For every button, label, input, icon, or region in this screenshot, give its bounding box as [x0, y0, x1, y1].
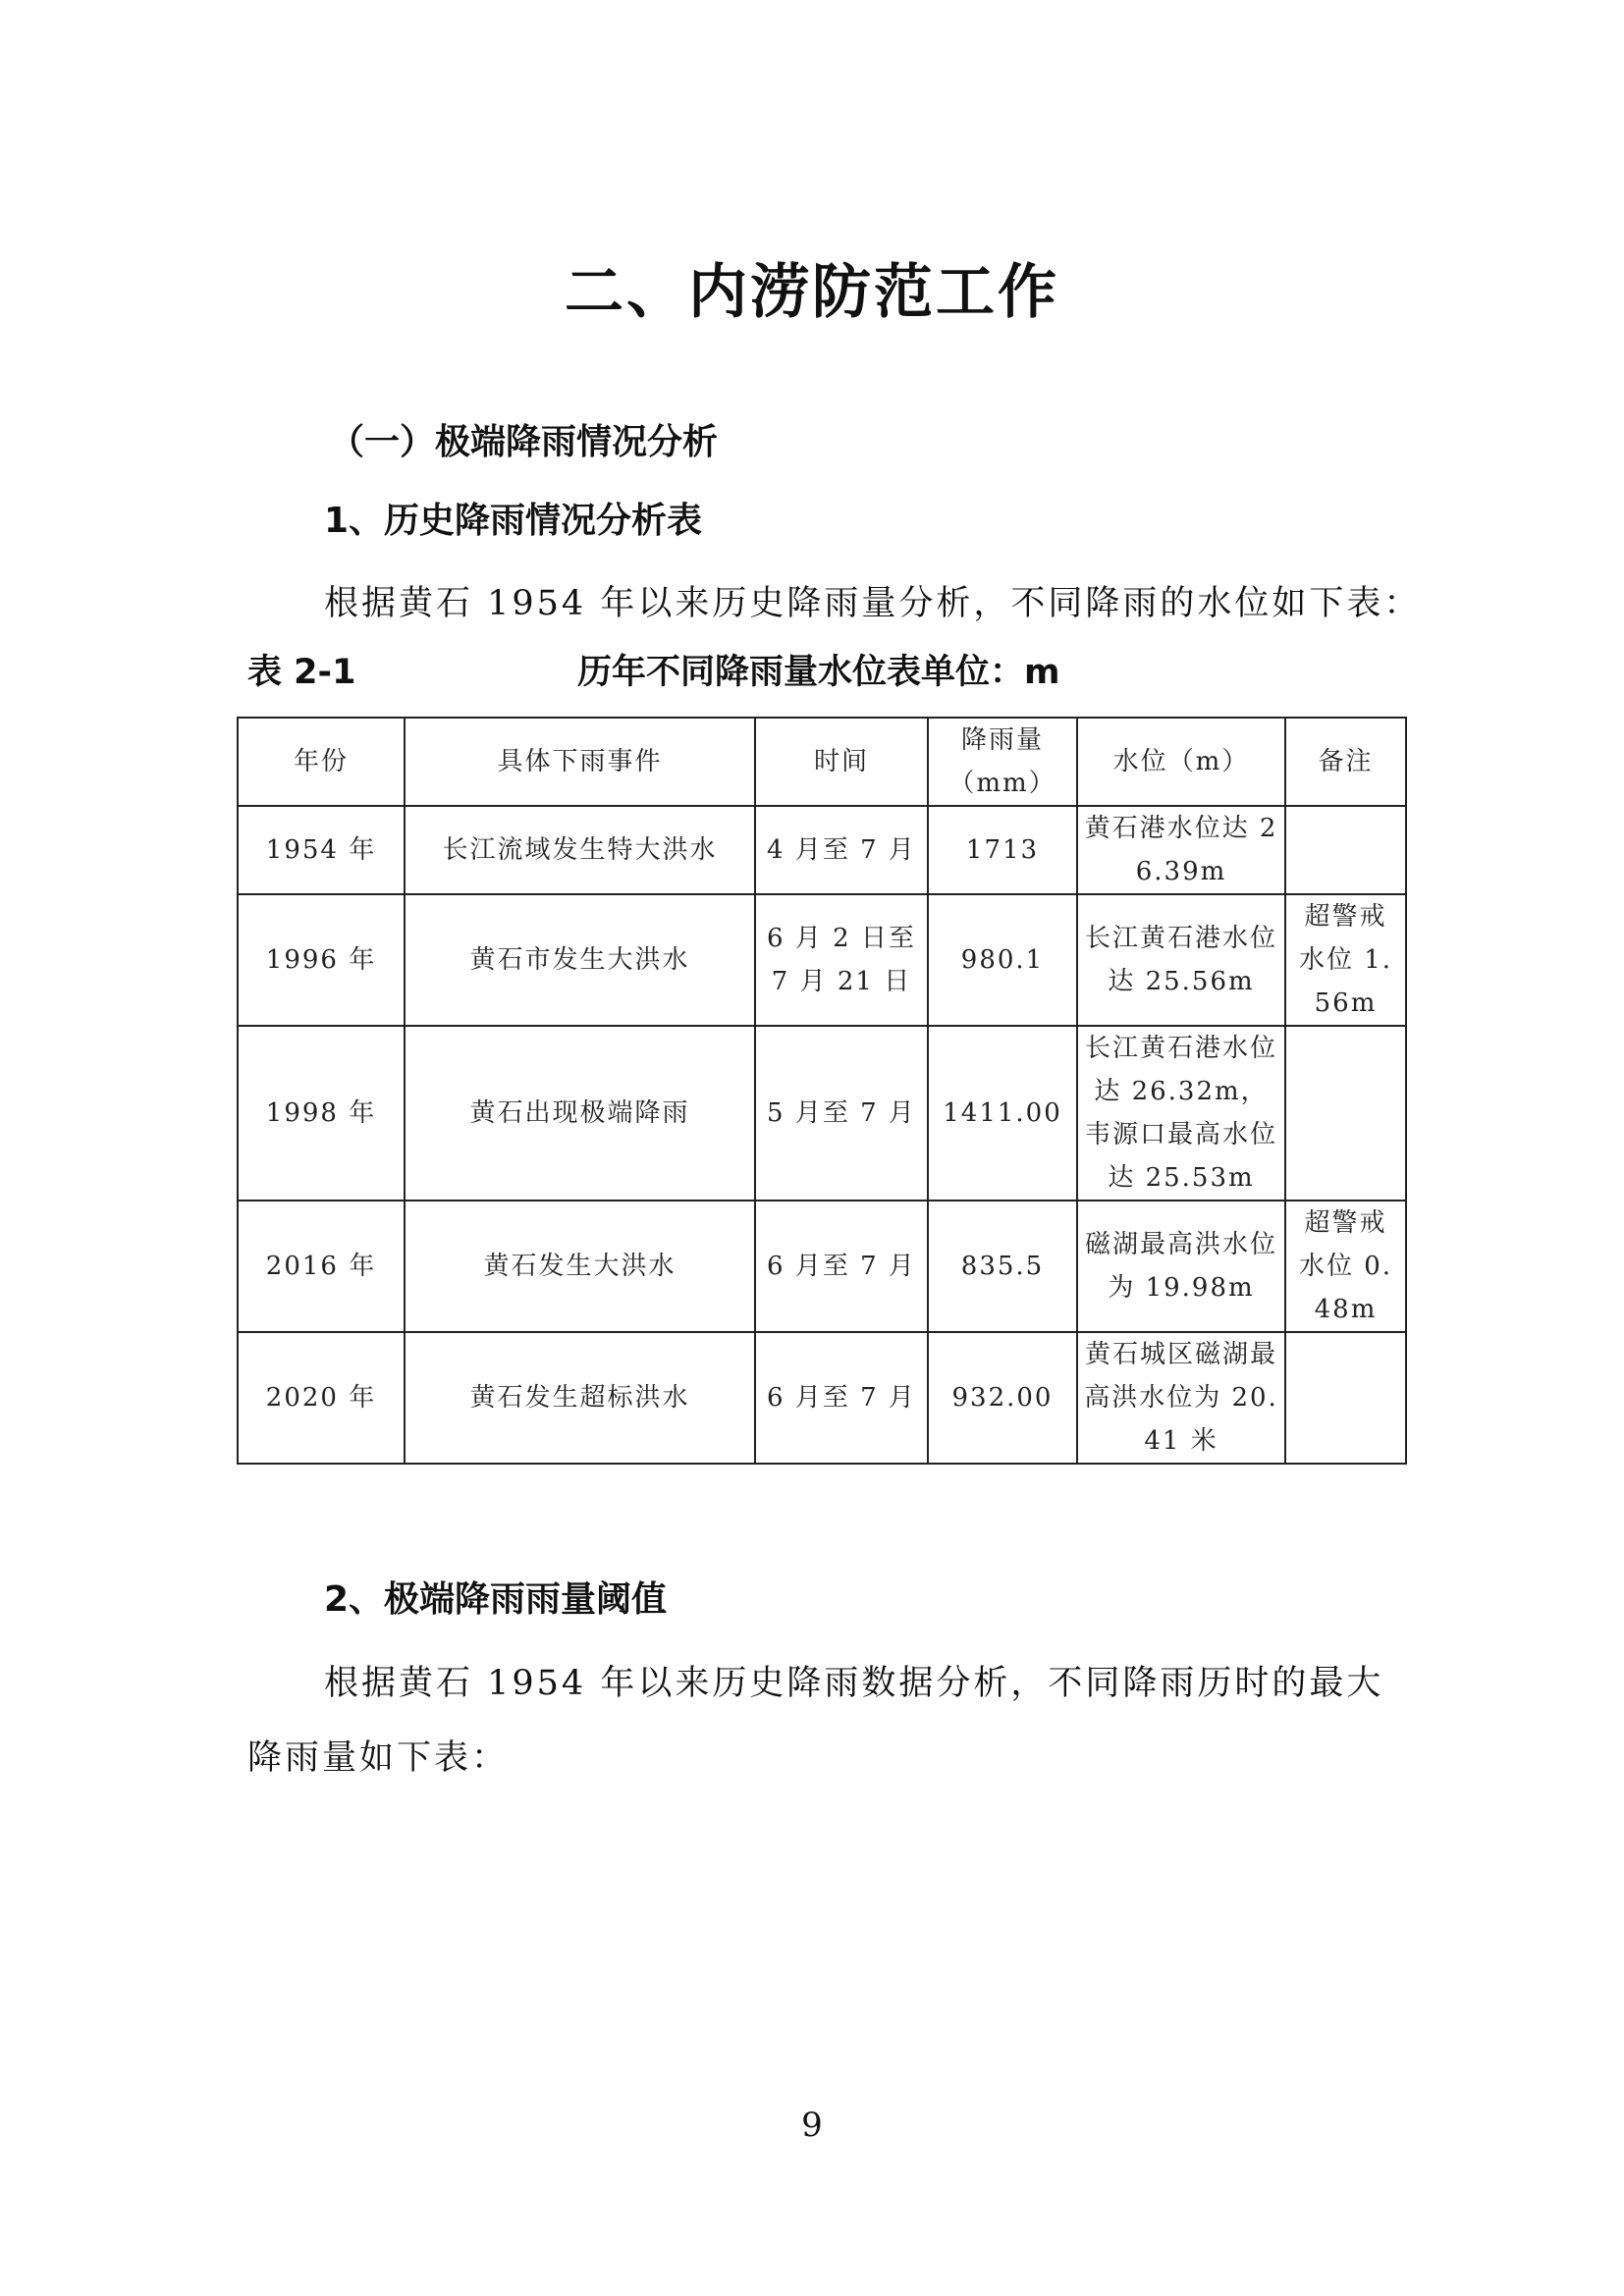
page-title: 二、内涝防范工作 — [565, 258, 1059, 327]
cell-time: 6 月至 7 月 — [755, 1201, 928, 1332]
intro-paragraph: 根据黄石 1954 年以来历史降雨量分析，不同降雨的水位如下表： — [324, 584, 1422, 623]
header-rainfall: 降雨量（mm） — [928, 718, 1077, 806]
header-event: 具体下雨事件 — [405, 718, 755, 806]
cell-rainfall: 932.00 — [928, 1332, 1077, 1464]
cell-water-level: 磁湖最高洪水位为 19.98m — [1077, 1201, 1285, 1332]
cell-water-level: 长江黄石港水位达 26.32m，韦源口最高水位达 25.53m — [1077, 1026, 1285, 1201]
cell-water-level: 黄石港水位达 26.39m — [1077, 806, 1285, 894]
cell-time: 5 月至 7 月 — [755, 1026, 928, 1201]
cell-year: 2020 年 — [238, 1332, 405, 1464]
cell-note — [1285, 806, 1406, 894]
cell-event: 黄石市发生大洪水 — [405, 894, 755, 1026]
cell-time: 6 月 2 日至 7 月 21 日 — [755, 894, 928, 1026]
table-row — [238, 806, 1406, 894]
cell-note: 超警戒水位 1.56m — [1285, 894, 1406, 1026]
cell-event: 黄石出现极端降雨 — [405, 1026, 755, 1201]
cell-year: 1998 年 — [238, 1026, 405, 1201]
table-header-row — [238, 718, 1406, 806]
cell-year: 2016 年 — [238, 1201, 405, 1332]
table-row — [238, 1026, 1406, 1201]
threshold-paragraph-line-2: 降雨量如下表： — [247, 1738, 510, 1778]
cell-event: 黄石发生超标洪水 — [405, 1332, 755, 1464]
cell-event: 黄石发生大洪水 — [405, 1201, 755, 1332]
cell-year: 1996 年 — [238, 894, 405, 1026]
cell-rainfall: 835.5 — [928, 1201, 1077, 1332]
table-row — [238, 894, 1406, 1026]
cell-note — [1285, 1332, 1406, 1464]
cell-rainfall: 980.1 — [928, 894, 1077, 1026]
cell-water-level: 长江黄石港水位达 25.56m — [1077, 894, 1285, 1026]
header-time: 时间 — [755, 718, 928, 806]
cell-note: 超警戒水位 0.48m — [1285, 1201, 1406, 1332]
table-row — [238, 1201, 1406, 1332]
cell-year: 1954 年 — [238, 806, 405, 894]
threshold-paragraph-line-1: 根据黄石 1954 年以来历史降雨数据分析，不同降雨历时的最大 — [324, 1664, 1384, 1703]
cell-rainfall: 1411.00 — [928, 1026, 1077, 1201]
cell-water-level: 黄石城区磁湖最高洪水位为 20.41 米 — [1077, 1332, 1285, 1464]
page-number: 9 — [801, 2106, 823, 2145]
table-number: 表 2-1 — [247, 653, 356, 692]
cell-event: 长江流域发生特大洪水 — [405, 806, 755, 894]
rainfall-water-level-table — [237, 717, 1407, 1465]
header-water-level: 水位（m） — [1077, 718, 1285, 806]
cell-time: 6 月至 7 月 — [755, 1332, 928, 1464]
subsection-heading-threshold: 2、极端降雨雨量阈值 — [324, 1579, 668, 1620]
cell-time: 4 月至 7 月 — [755, 806, 928, 894]
header-note: 备注 — [1285, 718, 1406, 806]
subsection-heading-history: 1、历史降雨情况分析表 — [324, 501, 703, 541]
cell-rainfall: 1713 — [928, 806, 1077, 894]
table-row — [238, 1332, 1406, 1464]
header-year: 年份 — [238, 718, 405, 806]
cell-note — [1285, 1026, 1406, 1201]
section-heading: （一）极端降雨情况分析 — [329, 422, 719, 462]
table-title: 历年不同降雨量水位表单位：m — [577, 653, 1060, 692]
